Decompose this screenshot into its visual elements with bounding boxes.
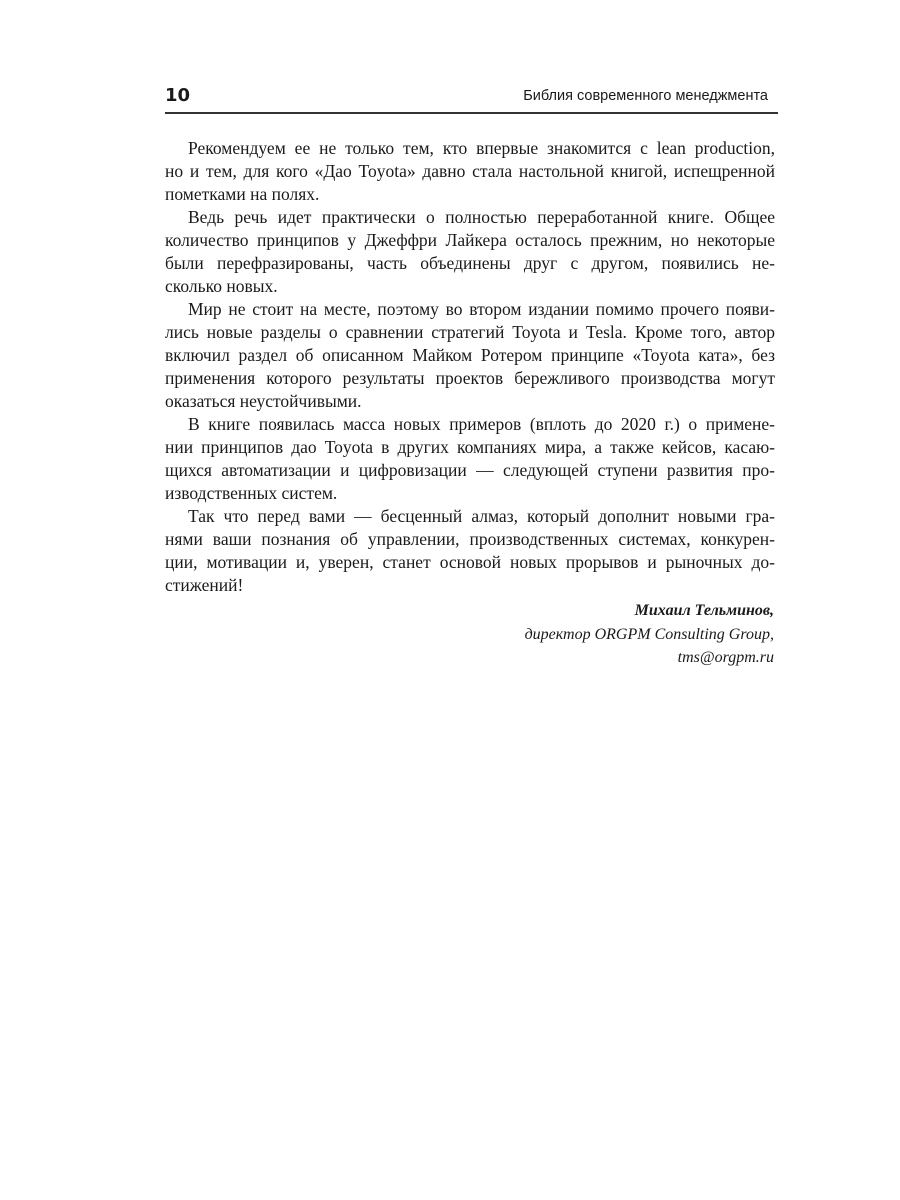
page-number: 10 [165, 85, 191, 106]
signature-author: Михаил Тельминов, [634, 602, 774, 619]
text-line: пометками на полях. [165, 184, 320, 204]
paragraph-5 [165, 505, 775, 597]
text-line: Рекомендуем ее не только тем, кто впервые знакомится с lean production, [188, 138, 775, 158]
running-header [165, 82, 778, 114]
text-line: Так что перед вами — бесценный алмаз, который дополнит новыми гра- [188, 506, 775, 526]
signature-position: директор ORGPM Consulting Group, [524, 625, 774, 643]
text-line: Мир не стоит на месте, поэтому во втором издании помимо прочего появи- [188, 299, 775, 319]
text-line: В книге появилась масса новых примеров (вплоть до 2020 г.) о примене- [188, 414, 775, 434]
signature-email: tms@orgpm.ru [677, 649, 774, 666]
text-line: включил раздел об описанном Майком Ротером принципе «Toyota ката», без [165, 345, 775, 365]
text-line: количество принципов у Джеффри Лайкера осталось прежним, но некоторые [165, 230, 775, 250]
text-line: применения которого результаты проектов бережливого производства могут [165, 368, 775, 388]
text-line: изводственных систем. [165, 483, 338, 503]
paragraph-4 [165, 413, 775, 505]
signature-block [525, 599, 774, 670]
text-line: но и тем, для кого «Дао Toyota» давно стала настольной книгой, испещренной [165, 161, 775, 181]
main-text [165, 137, 775, 597]
text-line: нями ваши познания об управлении, производственных системах, конкурен- [165, 529, 775, 549]
text-line: нии принципов дао Toyota в других компаниях мира, а также кейсов, касаю- [165, 437, 775, 457]
text-line: щихся автоматизации и цифровизации — следующей ступени развития про- [165, 460, 775, 480]
text-line: оказаться неустойчивыми. [165, 391, 362, 411]
text-line: ции, мотивации и, уверен, станет основой новых прорывов и рыночных до- [165, 552, 775, 572]
text-line: лись новые разделы о сравнении стратегий Toyota и Tesla. Кроме того, автор [165, 322, 775, 342]
text-line: сколько новых. [165, 276, 278, 296]
paragraph-1 [165, 137, 775, 206]
paragraph-2 [165, 206, 775, 298]
text-line: были перефразированы, часть объединены друг с другом, появились не- [165, 253, 775, 273]
running-title: Библия современного менеджмента [523, 88, 768, 104]
paragraph-3 [165, 298, 775, 413]
text-line: Ведь речь идет практически о полностью переработанной книге. Общее [188, 207, 775, 227]
text-line: стижений! [165, 575, 244, 595]
